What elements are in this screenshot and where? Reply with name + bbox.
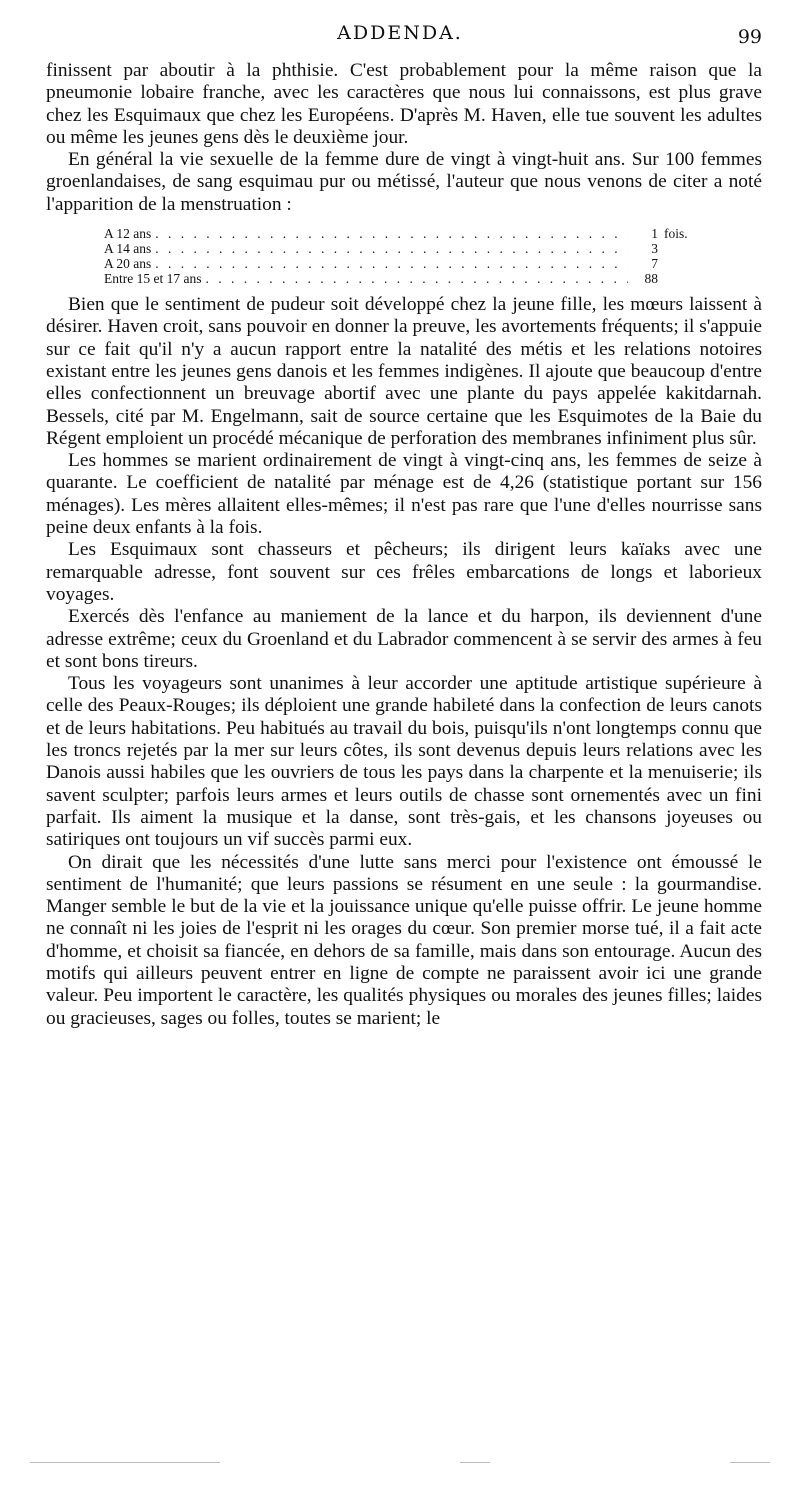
page-number: 99 [737,26,762,48]
table-row [104,241,704,256]
paragraph-chasseurs: Les Esquimaux sont chasseurs et pêcheurs; ils dirigent leurs kaïaks avec une remarquable adresse, font souvent sur ces frêles embarcations de longs et laborieux voyages. [46,539,762,605]
paragraph-phthisie: finissent par aboutir à la phthisie. C'est probablement pour la même raison que la pneumonie lobaire franche, avec les caractères que nous lui connaissons, est plus grave chez les Esquimaux que chez les Européens. D'après M. Haven, elle tue souvent les adultes ou même les jeunes gens dès le deuxième jour. [46,60,762,148]
paragraph-artistique: Tous les voyageurs sont unanimes à leur accorder une aptitude artistique supérieure à celle des Peaux-Rouges; ils déploient une grande habileté dans la confection de leurs canots et de leurs habitations. Peu habitués au travail du bois, puisqu'ils n'ont longtemps connu que les troncs rejetés par la mer sur leurs côtes, ils sont devenus depuis leurs relations avec les Danois aussi habiles que les ouvriers de tous les pays dans la charpente et la menuiserie; ils savent sculpter; parfois leurs armes et leurs outils de chasse sont ornementés avec un fini parfait. Ils aiment la musique et la danse, sont très-gais, et les chansons joyeuses ou satiriques ont toujours un vif succès parmi eux. [46,673,762,851]
menstruation-table [104,226,704,286]
table-row [104,256,704,271]
table-row-value: 3 [651,241,658,257]
paragraph-vie-sexuelle: En général la vie sexuelle de la femme dure de vingt à vingt-huit ans. Sur 100 femmes groenlandaises, de sang esquimau pur ou métissé, l'auteur que nous venons de citer a noté l'apparition de la menstruation : [46,149,762,215]
leader-dots [155,256,628,271]
table-row-label: A 14 ans [104,241,152,257]
paragraph-mariage: Les hommes se marient ordinairement de vingt à vingt-cinq ans, les femmes de seize à quarante. Le coefficient de natalité par ménage est de 4,26 (statistique portant sur 156 ménages). Les mères allaitent elles-mêmes; il n'est pas rare que l'une d'elles nourrisse sans peine deux enfants à la fois. [46,450,762,539]
scan-margin-marks [30,1462,770,1464]
paragraph-pudeur: Bien que le sentiment de pudeur soit développé chez la jeune fille, les mœurs laissent à désirer. Haven croit, sans pouvoir en donner la preuve, les avortements fréquents; il s'appuie sur ce fait qu'il n'y a aucun rapport entre la natalité des métis et les relations notoires existant entre les jeunes gens danois et les femmes indigènes. Il ajoute que beaucoup d'entre elles confectionnent un breuvage abortif avec une plante du pays appelée kakitdarnah. Bessels, cité par M. Engelmann, sait de source certaine que les Esquimotes de la Baie du Régent emploient un procédé mécanique de perforation des membranes infiniment plus sûr. [46,294,762,449]
paragraph-humanite: On dirait que les nécessités d'une lutte sans merci pour l'existence ont émoussé le sentiment de l'humanité; que leurs passions se résument en une seule : la gourmandise. Manger semble le but de la vie et la jouissance unique qu'elle puisse offrir. Le jeune homme ne connaît ni les joies de l'esprit ni les orages du cœur. Son premier morse tué, il a fait acte d'homme, et choisit sa fiancée, en dehors de sa famille, mais dans son entourage. Aucun des motifs qui ailleurs peuvent entrer en ligne de compte ne paraissent avoir ici une grande valeur. Peu importent le caractère, les qualités physiques ou morales des jeunes filles; laides ou gracieuses, sages ou folles, toutes se marient; le [46,851,762,1029]
paragraph-armes: Exercés dès l'enfance au maniement de la lance et du harpon, ils deviennent d'une adresse extrême; ceux du Groenland et du Labrador commencent à se servir des armes à feu et sont bons tireurs. [46,606,762,672]
table-row-label: A 20 ans [104,256,152,272]
running-title: ADDENDA. [337,22,463,44]
leader-dots [155,241,628,256]
table-row-value: 88 [644,271,658,287]
table-row-unit: fois. [664,226,688,242]
table-row-label: Entre 15 et 17 ans [104,271,202,287]
leader-dots [155,226,628,241]
table-row [104,271,704,286]
table-row-label: A 12 ans [104,226,152,242]
table-row-value: 1 [651,226,658,242]
body-text [46,60,762,1030]
table-row-value: 7 [651,256,658,272]
table-row [104,226,704,241]
leader-dots [205,271,628,286]
